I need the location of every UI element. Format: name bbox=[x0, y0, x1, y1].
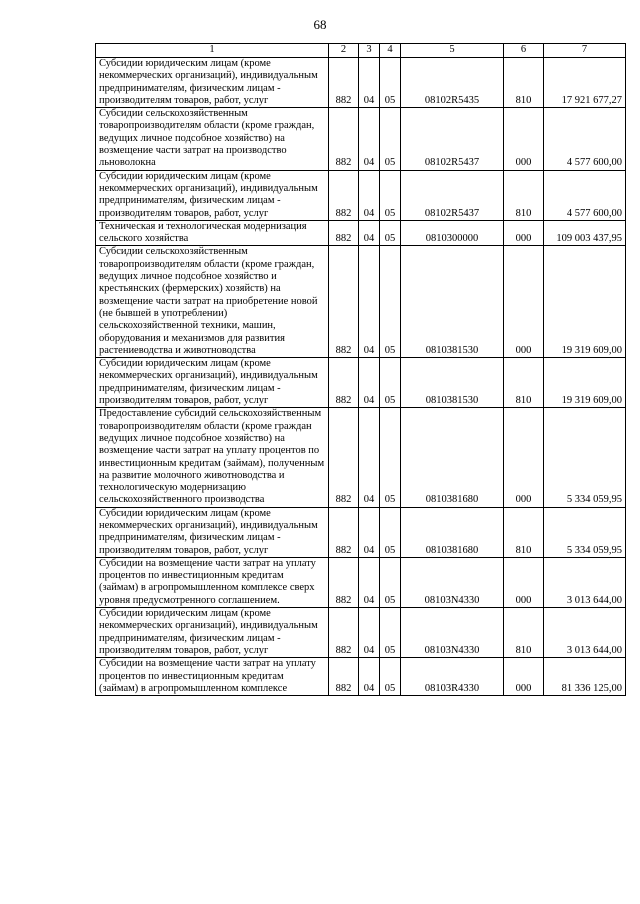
row-amount: 3 013 644,00 bbox=[544, 608, 626, 658]
row-code-cell: 000 bbox=[504, 658, 544, 696]
row-code-cell: 882 bbox=[329, 358, 359, 408]
row-amount: 5 334 059,95 bbox=[544, 408, 626, 507]
header-cell: 4 bbox=[380, 44, 401, 58]
row-code-cell: 882 bbox=[329, 557, 359, 607]
row-amount: 19 319 609,00 bbox=[544, 358, 626, 408]
row-code-cell: 882 bbox=[329, 507, 359, 557]
row-code-cell: 08103N4330 bbox=[401, 608, 504, 658]
row-code-cell: 000 bbox=[504, 557, 544, 607]
row-code-cell: 05 bbox=[380, 220, 401, 246]
header-cell: 7 bbox=[544, 44, 626, 58]
row-code-cell: 05 bbox=[380, 408, 401, 507]
header-row bbox=[96, 44, 626, 58]
row-code-cell: 000 bbox=[504, 246, 544, 358]
row-amount: 4 577 600,00 bbox=[544, 108, 626, 170]
row-description: Техническая и технологическая модернизация сельского хозяйства bbox=[96, 220, 329, 246]
row-code-cell: 882 bbox=[329, 246, 359, 358]
row-code-cell: 04 bbox=[359, 108, 380, 170]
row-description: Субсидии юридическим лицам (кроме некоммерческих организаций), индивидуальным предпринимателям, физическим лицам - производителям товаров, работ, услуг bbox=[96, 507, 329, 557]
row-code-cell: 882 bbox=[329, 220, 359, 246]
table-row bbox=[96, 246, 626, 358]
row-description: Субсидии на возмещение части затрат на уплату процентов по инвестиционным кредитам (займам) в агропромышленном комплексе сверх уровня предусмотренного соглашением. bbox=[96, 557, 329, 607]
row-code-cell: 000 bbox=[504, 108, 544, 170]
table-row bbox=[96, 358, 626, 408]
row-code-cell: 0810381530 bbox=[401, 246, 504, 358]
row-code-cell: 05 bbox=[380, 58, 401, 108]
table-body bbox=[96, 58, 626, 696]
row-amount: 109 003 437,95 bbox=[544, 220, 626, 246]
row-description: Субсидии юридическим лицам (кроме некоммерческих организаций), индивидуальным предпринимателям, физическим лицам - производителям товаров, работ, услуг bbox=[96, 608, 329, 658]
row-code-cell: 05 bbox=[380, 507, 401, 557]
row-amount: 81 336 125,00 bbox=[544, 658, 626, 696]
row-code-cell: 000 bbox=[504, 220, 544, 246]
row-amount: 19 319 609,00 bbox=[544, 246, 626, 358]
row-code-cell: 04 bbox=[359, 58, 380, 108]
row-code-cell: 05 bbox=[380, 608, 401, 658]
row-code-cell: 0810381680 bbox=[401, 408, 504, 507]
table-row bbox=[96, 408, 626, 507]
row-code-cell: 04 bbox=[359, 220, 380, 246]
table-row bbox=[96, 658, 626, 696]
row-code-cell: 882 bbox=[329, 108, 359, 170]
row-code-cell: 882 bbox=[329, 58, 359, 108]
header-cell: 1 bbox=[96, 44, 329, 58]
row-description: Субсидии сельскохозяйственным товаропроизводителям области (кроме граждан, ведущих личное подсобное хозяйство) на возмещение части затрат на производство льноволокна bbox=[96, 108, 329, 170]
row-code-cell: 08103N4330 bbox=[401, 557, 504, 607]
row-description: Субсидии юридическим лицам (кроме некоммерческих организаций), индивидуальным предпринимателям, физическим лицам - производителям товаров, работ, услуг bbox=[96, 358, 329, 408]
row-code-cell: 882 bbox=[329, 170, 359, 220]
table-row bbox=[96, 170, 626, 220]
row-description: Субсидии юридическим лицам (кроме некоммерческих организаций), индивидуальным предпринимателям, физическим лицам - производителям товаров, работ, услуг bbox=[96, 58, 329, 108]
row-code-cell: 0810381680 bbox=[401, 507, 504, 557]
row-code-cell: 04 bbox=[359, 358, 380, 408]
row-description: Субсидии сельскохозяйственным товаропроизводителям области (кроме граждан, ведущих личное подсобное хозяйство и крестьянских (фермерских) хозяйств) на возмещение части затрат на приобретение новой (не бывшей в употреблении) сельскохозяйственной техники, машин, оборудования и механизмов для развития растениеводства и животноводства bbox=[96, 246, 329, 358]
row-code-cell: 810 bbox=[504, 507, 544, 557]
row-code-cell: 882 bbox=[329, 608, 359, 658]
row-amount: 17 921 677,27 bbox=[544, 58, 626, 108]
row-code-cell: 08102R5437 bbox=[401, 108, 504, 170]
row-code-cell: 05 bbox=[380, 246, 401, 358]
table-row bbox=[96, 507, 626, 557]
row-code-cell: 04 bbox=[359, 246, 380, 358]
row-code-cell: 04 bbox=[359, 557, 380, 607]
row-code-cell: 0810300000 bbox=[401, 220, 504, 246]
table-row bbox=[96, 58, 626, 108]
table-row bbox=[96, 108, 626, 170]
budget-table bbox=[95, 43, 626, 696]
row-amount: 4 577 600,00 bbox=[544, 170, 626, 220]
row-code-cell: 08103R4330 bbox=[401, 658, 504, 696]
row-code-cell: 05 bbox=[380, 557, 401, 607]
header-cell: 3 bbox=[359, 44, 380, 58]
row-code-cell: 04 bbox=[359, 408, 380, 507]
row-amount: 5 334 059,95 bbox=[544, 507, 626, 557]
row-code-cell: 08102R5435 bbox=[401, 58, 504, 108]
header-cell: 6 bbox=[504, 44, 544, 58]
row-description: Предоставление субсидий сельскохозяйственным товаропроизводителям области (кроме граждан ведущих личное подсобное хозяйство) на возмещение части затрат на уплату процентов по инвестиционным кредитам (займам), полученным на развитие молочного животноводства и технологическую модернизацию сельскохозяйственного производства bbox=[96, 408, 329, 507]
row-code-cell: 04 bbox=[359, 507, 380, 557]
row-code-cell: 882 bbox=[329, 408, 359, 507]
row-code-cell: 05 bbox=[380, 358, 401, 408]
row-code-cell: 04 bbox=[359, 608, 380, 658]
row-code-cell: 0810381530 bbox=[401, 358, 504, 408]
row-code-cell: 882 bbox=[329, 658, 359, 696]
header-cell: 2 bbox=[329, 44, 359, 58]
row-code-cell: 810 bbox=[504, 608, 544, 658]
page-number: 68 bbox=[313, 17, 327, 32]
row-code-cell: 04 bbox=[359, 170, 380, 220]
row-code-cell: 05 bbox=[380, 170, 401, 220]
row-code-cell: 810 bbox=[504, 170, 544, 220]
table-row bbox=[96, 557, 626, 607]
table-row bbox=[96, 608, 626, 658]
table-row bbox=[96, 220, 626, 246]
row-code-cell: 05 bbox=[380, 658, 401, 696]
row-description: Субсидии юридическим лицам (кроме некоммерческих организаций), индивидуальным предпринимателям, физическим лицам - производителям товаров, работ, услуг bbox=[96, 170, 329, 220]
header-cell: 5 bbox=[401, 44, 504, 58]
row-code-cell: 000 bbox=[504, 408, 544, 507]
row-code-cell: 04 bbox=[359, 658, 380, 696]
row-code-cell: 05 bbox=[380, 108, 401, 170]
row-code-cell: 810 bbox=[504, 58, 544, 108]
row-code-cell: 08102R5437 bbox=[401, 170, 504, 220]
row-amount: 3 013 644,00 bbox=[544, 557, 626, 607]
row-description: Субсидии на возмещение части затрат на уплату процентов по инвестиционным кредитам (займам) в агропромышленном комплексе bbox=[96, 658, 329, 696]
row-code-cell: 810 bbox=[504, 358, 544, 408]
